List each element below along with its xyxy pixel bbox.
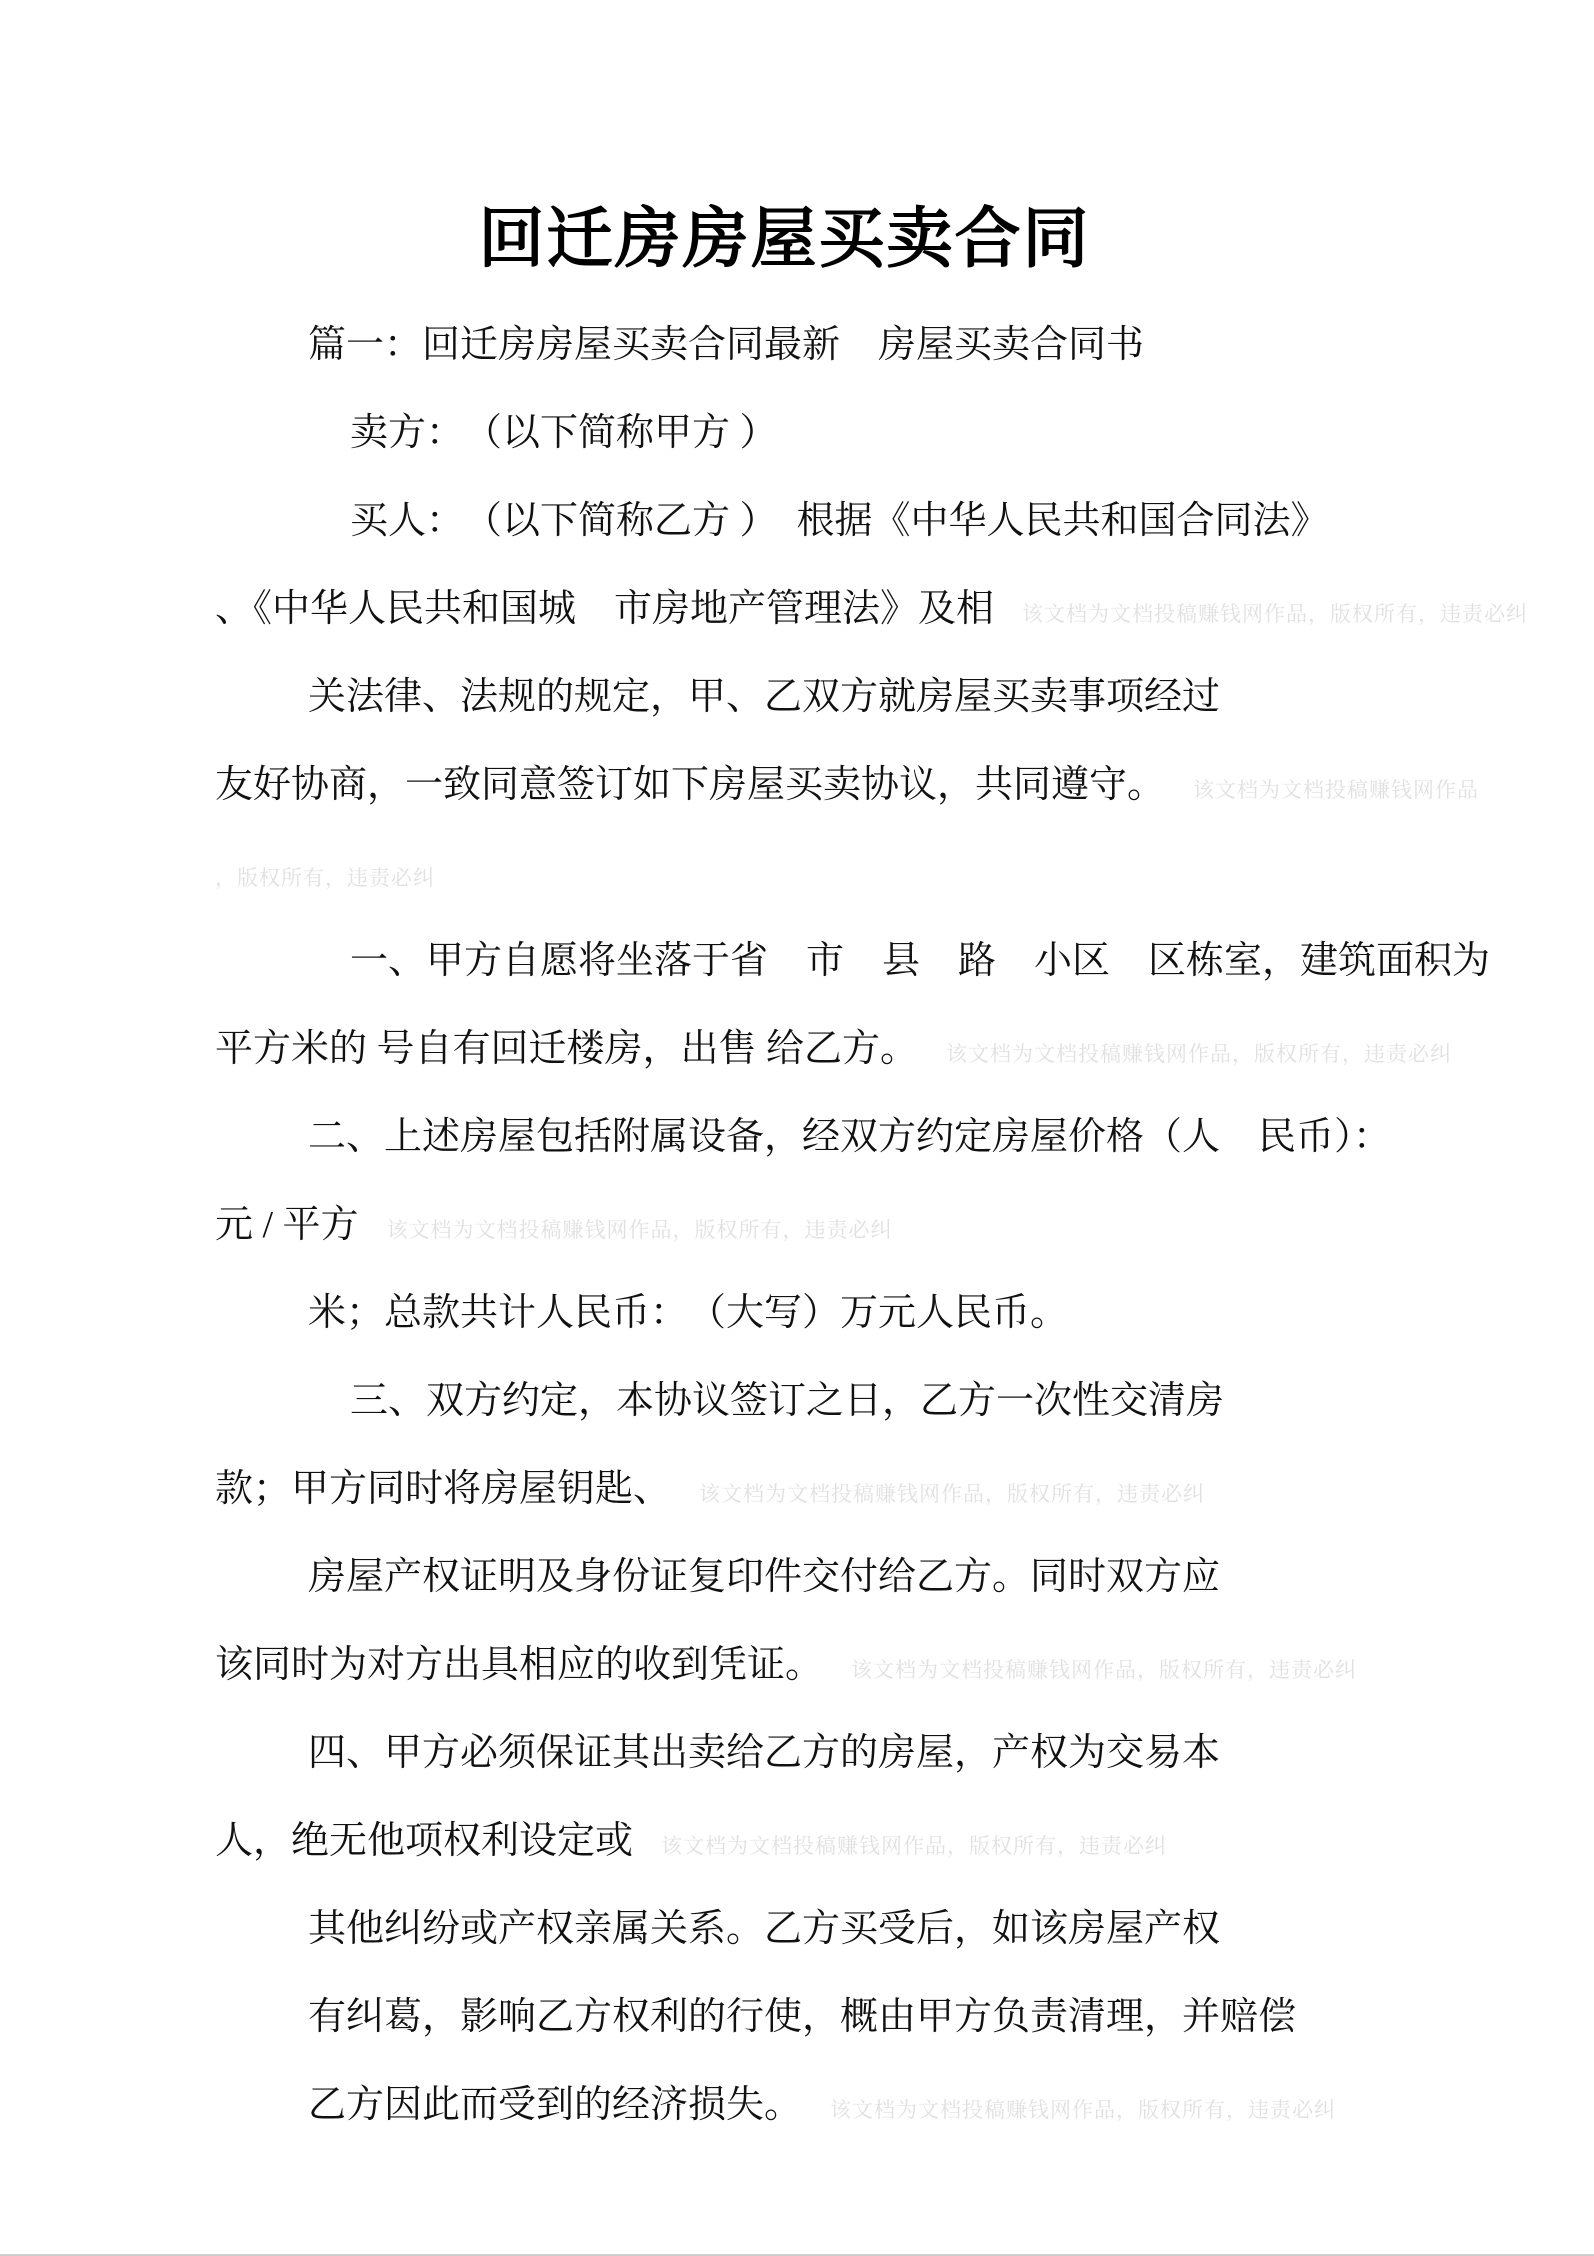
line-text: 米；总款共计人民币： （大写）万元人民币。 <box>308 1292 1069 1334</box>
contract-line <box>215 1536 1464 1624</box>
line-text: 四、甲方必须保证其出卖给乙方的房屋，产权为交易本 <box>308 1732 1221 1774</box>
watermark-text: 该文档为文档投稿赚钱网作品 <box>1193 779 1480 802</box>
document-title: 回迁房房屋买卖合同 <box>478 201 1091 275</box>
line-text: 、《中华人民共和国城 市房地产管理法》及相 <box>215 588 995 630</box>
contract-clause-1 <box>215 920 1491 1008</box>
line-text: 款；甲方同时将房屋钥匙、 <box>215 1468 672 1510</box>
line-text: 关法律、法规的规定，甲、乙双方就房屋买卖事项经过 <box>308 676 1221 718</box>
contract-line <box>215 1976 1464 2064</box>
contract-line <box>215 1800 1464 1888</box>
line-text: 平方米的 号自有回迁楼房，出售 给乙方。 <box>215 1028 919 1070</box>
contract-clause-3 <box>215 1360 1464 1448</box>
line-text: 房屋产权证明及身份证复印件交付给乙方。同时双方应 <box>308 1556 1221 1598</box>
document-content <box>215 0 1529 2152</box>
contract-line <box>215 1448 1464 1536</box>
line-text: 一、甲方自愿将坐落于省 市 县 路 小区 区栋室，建筑面积为 <box>350 940 1491 982</box>
watermark-text: 该文档为文档投稿赚钱网作品，版权所有，违责必纠 <box>946 1043 1453 1066</box>
contract-line <box>215 1888 1464 1976</box>
watermark-text: ，版权所有，违责必纠 <box>215 867 435 890</box>
watermark-text: 该文档为文档投稿赚钱网作品，版权所有，违责必纠 <box>1022 603 1529 626</box>
line-text: 其他纠纷或产权亲属关系。乙方买受后，如该房屋产权 <box>308 1908 1221 1950</box>
watermark-text: 该文档为文档投稿赚钱网作品，版权所有，违责必纠 <box>851 1659 1358 1682</box>
line-text: 篇一：回迁房房屋买卖合同最新 房屋买卖合同书 <box>308 324 1145 366</box>
contract-line-heading <box>215 304 1464 392</box>
line-text: 二、上述房屋包括附属设备，经双方约定房屋价格（人 民币）： <box>308 1116 1392 1158</box>
contract-line-buyer <box>215 480 1464 568</box>
watermark-line <box>215 832 1464 920</box>
contract-line <box>215 1272 1464 1360</box>
line-text: 卖方： （以下简称甲方 ） <box>350 412 778 454</box>
line-text: 该同时为对方出具相应的收到凭证。 <box>215 1644 824 1686</box>
line-text: 有纠葛，影响乙方权利的行使，概由甲方负责清理，并赔偿 <box>308 1996 1297 2038</box>
contract-line <box>215 2064 1464 2152</box>
contract-line <box>215 1624 1464 1712</box>
contract-clause-2 <box>215 1096 1464 1184</box>
line-text: 人，绝无他项权利设定或 <box>215 1820 634 1862</box>
contract-line-seller <box>215 392 1464 480</box>
contract-line <box>215 656 1464 744</box>
contract-line <box>215 1008 1464 1096</box>
watermark-text: 该文档为文档投稿赚钱网作品，版权所有，违责必纠 <box>699 1483 1206 1506</box>
watermark-text: 该文档为文档投稿赚钱网作品，版权所有，违责必纠 <box>661 1835 1168 1858</box>
contract-clause-4 <box>215 1712 1464 1800</box>
contract-line <box>215 744 1480 832</box>
line-text: 元 / 平方 <box>215 1204 359 1246</box>
line-text: 乙方因此而受到的经济损失。 <box>308 2084 803 2126</box>
watermark-text: 该文档为文档投稿赚钱网作品，版权所有，违责必纠 <box>386 1219 893 1242</box>
contract-line <box>215 568 1529 656</box>
line-text: 三、双方约定，本协议签订之日，乙方一次性交清房 <box>350 1380 1225 1422</box>
line-text: 买人： （以下简称乙方 ） 根据《中华人民共和国合同法》 <box>350 500 1329 542</box>
contract-line <box>215 1184 1464 1272</box>
line-text: 友好协商，一致同意签订如下房屋买卖协议，共同遵守。 <box>215 764 1166 806</box>
watermark-text: 该文档为文档投稿赚钱网作品，版权所有，违责必纠 <box>830 2099 1337 2122</box>
